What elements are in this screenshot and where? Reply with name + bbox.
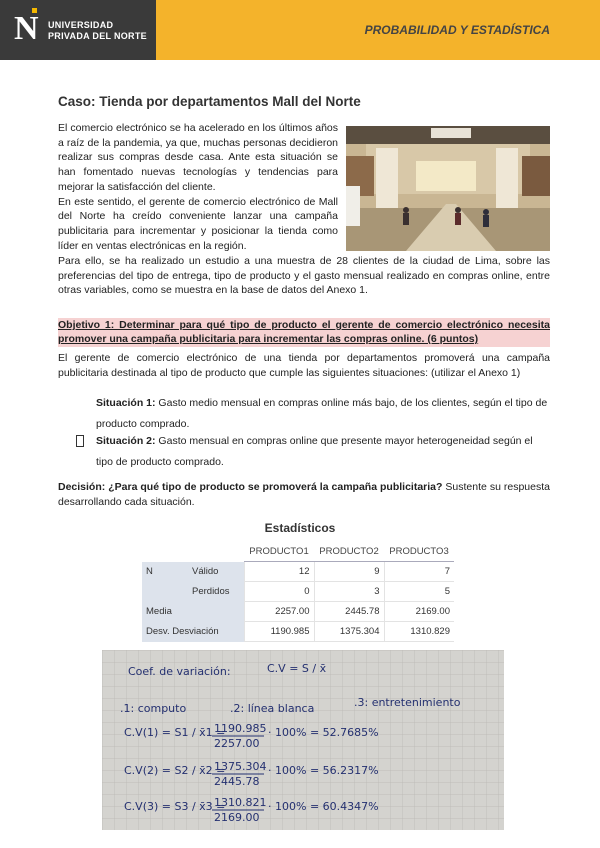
- notes-cat-2: .2: línea blanca: [230, 702, 315, 715]
- objective-text: El gerente de comercio electrónico de una tienda por departamentos promoverá una campaña publicitaria destinada al tipo de producto que cumple las siguientes situaciones: (utilizar el Anexo 1): [58, 352, 550, 379]
- table-row: [142, 562, 454, 582]
- cv2-denominator: 2445.78: [214, 775, 260, 788]
- table-row: [142, 622, 454, 642]
- logo-line-1: UNIVERSIDAD: [48, 20, 114, 30]
- objective-text-wrap: [58, 351, 550, 380]
- cv1-left: C.V(1) = S1 / x̄1 =: [124, 726, 226, 739]
- notes-formula: C.V = S / x̄: [267, 662, 327, 675]
- row-label-mean: Media: [142, 602, 244, 622]
- table-cell: 9: [314, 562, 384, 582]
- cv2-result: · 100% = 56.2317%: [268, 764, 379, 777]
- cv1-denominator: 2257.00: [214, 737, 260, 750]
- stats-table: [142, 542, 454, 642]
- decision-label: Decisión:: [58, 481, 106, 493]
- cv3-numerator: 1310.821: [214, 796, 267, 809]
- col-header: PRODUCTO3: [384, 542, 454, 562]
- notes-cat-3: .3: entretenimiento: [354, 696, 461, 709]
- table-cell: 1190.985: [244, 622, 314, 642]
- row-label-valid: Válido: [188, 562, 244, 582]
- cv2-numerator: 1375.304: [214, 760, 267, 773]
- objective-title: Objetivo 1: Determinar para qué tipo de producto el gerente de comercio electrónico necesita promover una campaña publicitaria para incrementar las compras online. (6 puntos): [58, 319, 550, 346]
- decision-question: ¿Para qué tipo de producto se promoverá la campaña publicitaria?: [105, 481, 443, 493]
- table-cell: 5: [384, 582, 454, 602]
- decision-rest: Sustente su respuesta desarrollando cada situación.: [58, 481, 550, 508]
- notes-title: Coef. de variación:: [128, 665, 231, 678]
- stats-header-row: [142, 542, 454, 562]
- logo-line-2: PRIVADA DEL NORTE: [48, 31, 147, 41]
- handwritten-notes: [102, 650, 504, 830]
- course-banner: [156, 0, 600, 60]
- table-cell: 3: [314, 582, 384, 602]
- cv1-numerator: 1190.985: [214, 722, 267, 735]
- mall-photo: [346, 126, 550, 251]
- situation-2: [96, 431, 550, 472]
- table-cell: 1375.304: [314, 622, 384, 642]
- situation-1-text: Gasto medio mensual en compras online más bajo, de los clientes, según el tipo de producto comprado.: [96, 397, 548, 430]
- col-header: PRODUCTO1: [244, 542, 314, 562]
- intro-text: [58, 121, 338, 253]
- situation-1-label: Situación 1:: [96, 397, 156, 409]
- logo-letter: N: [14, 10, 39, 47]
- table-row: [142, 582, 454, 602]
- paragraph-1: El comercio electrónico se ha acelerado en los últimos años a raíz de la pandemia, ya que, muchas personas decidieron realizar sus compras desde casa. Ante esta situación se han fomentado nuevas tecnologías y tendencias para mejorar la satisfacción del cliente.: [58, 122, 338, 193]
- table-cell: 12: [244, 562, 314, 582]
- paragraph-3-wrap: [58, 254, 550, 298]
- row-label-missing: Perdidos: [188, 582, 244, 602]
- row-label-sd: Desv. Desviación: [142, 622, 244, 642]
- col-header: PRODUCTO2: [314, 542, 384, 562]
- page-header: [0, 0, 600, 60]
- bullet-box-icon: [76, 435, 84, 447]
- decision-wrap: [58, 480, 550, 509]
- decision-text: [58, 480, 550, 509]
- university-logo: [0, 0, 156, 60]
- cv1-result: · 100% = 52.7685%: [268, 726, 379, 739]
- situation-2-text: Gasto mensual en compras online que presente mayor heterogeneidad según el tipo de producto comprado.: [96, 435, 533, 468]
- course-title: PROBABILIDAD Y ESTADÍSTICA: [364, 23, 550, 37]
- table-cell: 2445.78: [314, 602, 384, 622]
- table-row: [142, 602, 454, 622]
- stats-title: Estadísticos: [264, 521, 336, 535]
- paragraph-2: En este sentido, el gerente de comercio electrónico de Mall del Norte ha creído conveniente lanzar una campaña publicitaria para incrementar y posicionar la tienda como líder en ventas electrónicas en la región.: [58, 195, 338, 252]
- table-cell: 0: [244, 582, 314, 602]
- notes-cat-1: .1: computo: [120, 702, 187, 715]
- table-cell: 7: [384, 562, 454, 582]
- situation-1: [96, 393, 550, 434]
- cv3-denominator: 2169.00: [214, 811, 260, 824]
- table-cell: 2169.00: [384, 602, 454, 622]
- paragraph-3: Para ello, se ha realizado un estudio a una muestra de 28 clientes de la ciudad de Lima, sobre las preferencias del tipo de entrega, tipo de producto y el gasto mensual realizado en compras online, entre otras variables, como se muestra en la base de datos del Anexo 1.: [58, 255, 550, 297]
- situation-2-label: Situación 2:: [96, 435, 156, 447]
- table-cell: 2257.00: [244, 602, 314, 622]
- table-cell: 1310.829: [384, 622, 454, 642]
- cv2-left: C.V(2) = S2 / x̄2 =: [124, 764, 226, 777]
- case-title: Caso: Tienda por departamentos Mall del Norte: [58, 94, 361, 109]
- row-label-n: N: [142, 562, 188, 582]
- cv3-left: C.V(3) = S3 / x̄3 =: [124, 800, 226, 813]
- cv3-result: · 100% = 60.4347%: [268, 800, 379, 813]
